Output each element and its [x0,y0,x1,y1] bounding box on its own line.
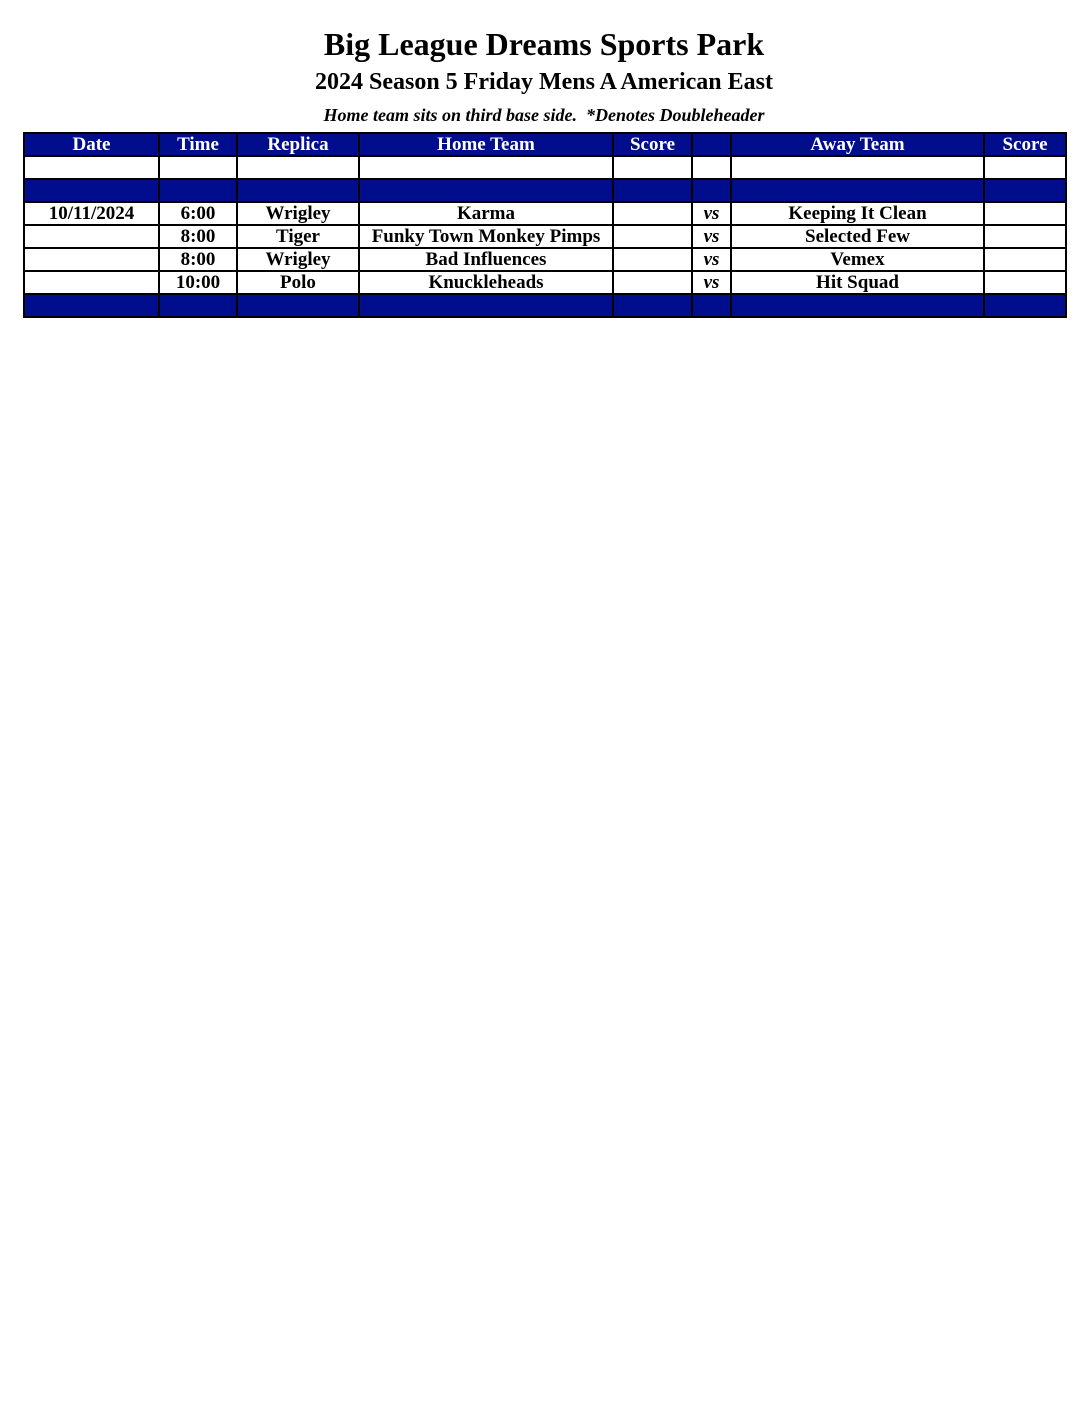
game-time: 8:00 [159,225,237,248]
game-date [24,248,159,271]
game-time: 8:00 [159,248,237,271]
vs-label: vs [692,271,731,294]
league-subtitle: 2024 Season 5 Friday Mens A American East [314,69,773,95]
schedule-table [23,132,1067,318]
game-row [24,248,1066,271]
band-cell [159,294,237,317]
empty-row [24,156,1066,179]
page-title: Big League Dreams Sports Park [323,26,765,62]
home-team: Knuckleheads [359,271,613,294]
column-header-vs [692,133,731,156]
column-header-home-score: Score [613,133,692,156]
away-score [984,271,1066,294]
header-row [24,133,1066,156]
column-header-home-team: Home Team [359,133,613,156]
band-cell [692,294,731,317]
band-cell [359,294,613,317]
separator-band-row [24,179,1066,202]
away-team: Selected Few [731,225,984,248]
game-replica-field: Wrigley [237,248,359,271]
column-header-away-team: Away Team [731,133,984,156]
home-score [613,271,692,294]
vs-label: vs [692,225,731,248]
band-cell [613,179,692,202]
game-date [24,225,159,248]
empty-cell [237,156,359,179]
schedule-note: Home team sits on third base side. *Denotes Doubleheader [323,105,765,125]
footer-band-row [24,294,1066,317]
band-cell [24,179,159,202]
home-team: Funky Town Monkey Pimps [359,225,613,248]
band-cell [159,179,237,202]
column-header-replica: Replica [237,133,359,156]
game-replica-field: Polo [237,271,359,294]
band-cell [237,179,359,202]
game-replica-field: Wrigley [237,202,359,225]
home-team: Karma [359,202,613,225]
vs-label: vs [692,248,731,271]
band-cell [359,179,613,202]
vs-label: vs [692,202,731,225]
band-cell [613,294,692,317]
away-score [984,225,1066,248]
band-cell [731,294,984,317]
band-cell [984,179,1066,202]
band-cell [692,179,731,202]
home-score [613,202,692,225]
game-time: 10:00 [159,271,237,294]
empty-cell [984,156,1066,179]
empty-cell [692,156,731,179]
away-score [984,248,1066,271]
empty-cell [24,156,159,179]
game-row [24,225,1066,248]
game-date [24,271,159,294]
empty-cell [731,156,984,179]
away-team: Hit Squad [731,271,984,294]
home-score [613,248,692,271]
empty-cell [159,156,237,179]
away-score [984,202,1066,225]
band-cell [984,294,1066,317]
away-team: Keeping It Clean [731,202,984,225]
empty-cell [359,156,613,179]
column-header-time: Time [159,133,237,156]
column-header-date: Date [24,133,159,156]
empty-cell [613,156,692,179]
game-replica-field: Tiger [237,225,359,248]
home-score [613,225,692,248]
band-cell [731,179,984,202]
game-date: 10/11/2024 [24,202,159,225]
band-cell [24,294,159,317]
game-row [24,271,1066,294]
home-team: Bad Influences [359,248,613,271]
band-cell [237,294,359,317]
game-row [24,202,1066,225]
game-time: 6:00 [159,202,237,225]
column-header-away-score: Score [984,133,1066,156]
away-team: Vemex [731,248,984,271]
